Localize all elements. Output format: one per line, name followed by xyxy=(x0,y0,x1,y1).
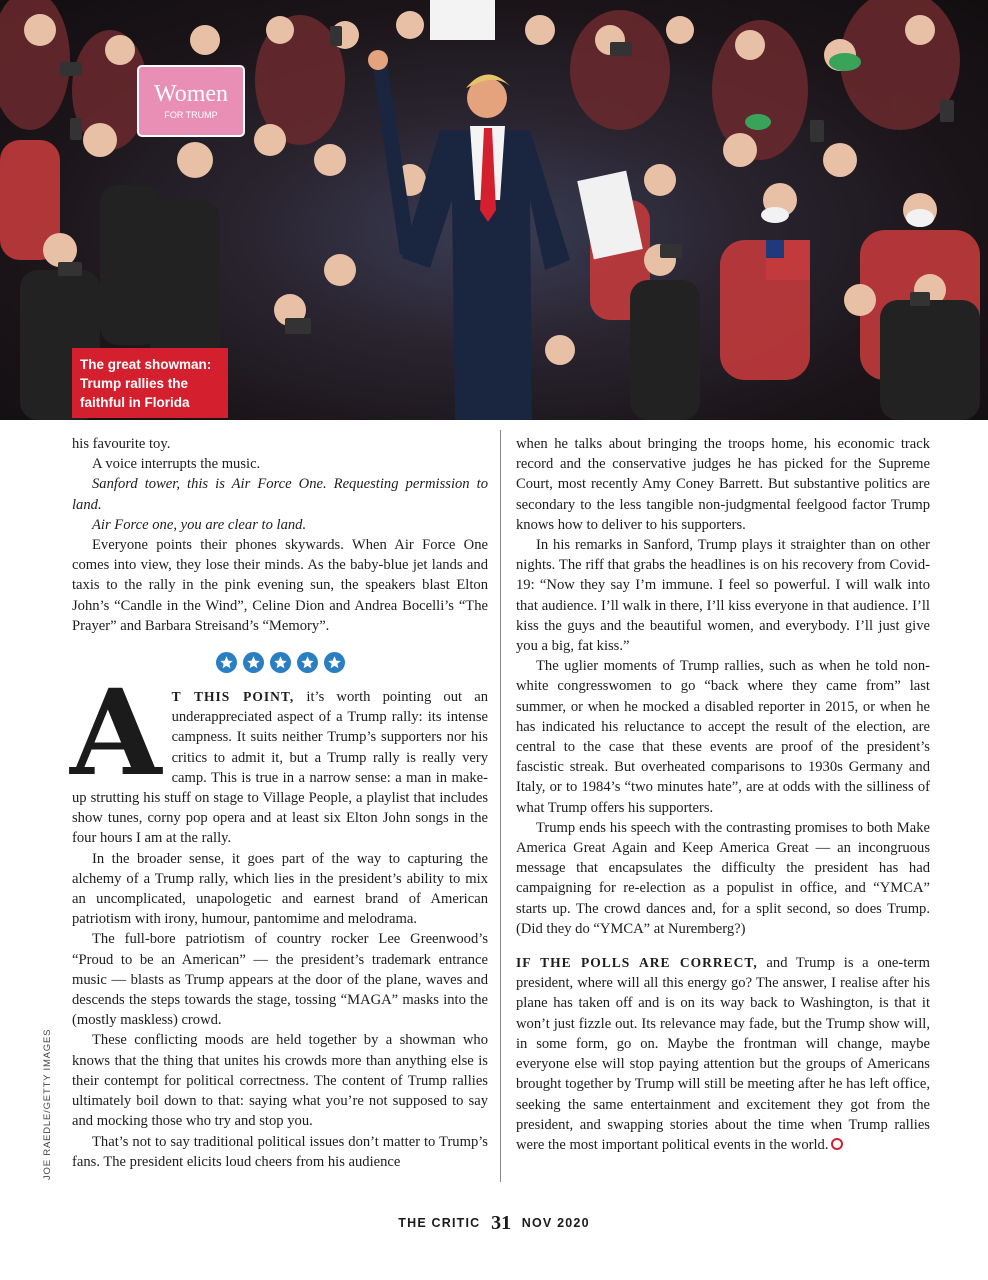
lead-in: IF THE POLLS ARE CORRECT, xyxy=(516,955,758,971)
sign-text-for-trump: FOR TRUMP xyxy=(164,110,218,120)
paragraph: In his remarks in Sanford, Trump plays it straighter than on other nights. The riff that grabs the headlines is on his recovery from Covid-19: “Now they say I’m immune. I feel so powerful. I will walk into that audience. I’ll walk in there, I’ll kiss everyone in that audience. I’ll kiss the guys and the beautiful women, and everybody. I’ll just give you a big, fat kiss.” xyxy=(516,537,930,655)
trump-figure xyxy=(368,50,570,420)
star-icon xyxy=(297,652,318,673)
sign-text-women: Women xyxy=(153,81,229,107)
hero-photo xyxy=(0,0,988,420)
drop-cap: A xyxy=(70,663,162,803)
paragraph: when he talks about bringing the troops home, his economic track record and the conservative judges he has picked for the Supreme Court, most recently Amy Coney Barrett. But substantive politics are secondary to the less tangible non-judgmental feelgood factor Trump knows how to deliver to his supporters. xyxy=(516,436,930,533)
dropcap-paragraph xyxy=(70,663,488,849)
paragraph: These conflicting moods are held together by a showman who knows that the thing that unites his crowds more than anything else is their contempt for political correctness. The content of Trump rallies ultimately boil down to that: saying what you’re not supposed to say and mocking those who try and stop you. xyxy=(72,1032,488,1130)
column-divider xyxy=(500,430,501,1182)
paragraph: his favourite toy. xyxy=(72,436,171,452)
lead-in: T THIS POINT, xyxy=(171,689,295,705)
section-paragraph xyxy=(516,953,930,1155)
paragraph: Air Force one, you are clear to land. xyxy=(92,516,307,533)
paragraph-text: it’s worth pointing out an underappreciated aspect of a Trump rally: its intense campness. It suits neither Trump’s supporters nor his critics to admit it, but a Trump rally is really very camp. This is true in a narrow sense: a man in make-up strutting his stuff on stage to Village People, a playlist that includes show tunes, corny pop opera and at least six Elton John songs in the four hours I am at the rally. xyxy=(72,689,488,847)
paragraph: A voice interrupts the music. xyxy=(92,456,261,473)
paragraph: The uglier moments of Trump rallies, such as when he told non-white congresswomen to go “back where they came from” last summer, or when he mocked a disabled reporter in 2015, or when he has indicated his reluctance to accept the result of the election, are central to the case that these events are proof of the president’s fascistic streak. But overheated comparisons to 1930s Germany and Italy, or to 1984’s “two minutes hate”, are at odds with the silliness of what Trump offers his supporters. xyxy=(516,658,930,816)
star-icon xyxy=(243,652,264,673)
paragraph: Trump ends his speech with the contrasting promises to both Make America Great Again and Keep America Great — an incongruous message that encapsulates the difficulty the president has had campaigning for re-election as a populist in office, and “YMCA” starts up. The crowd dances and, for a split second, so does Trump. (Did they do “YMCA” at Nuremberg?) xyxy=(516,819,930,937)
magazine-name: THE CRITIC xyxy=(398,1216,481,1230)
critic-endmark-icon xyxy=(831,1138,843,1150)
paragraph-text: and Trump is a one-term president, where will all this energy go? The answer, I realise after his plane has taken off and is on its way back to Washington, is that it won’t just fizzle out. Its relevance may fade, but the Trump show will, in some form, go on. Maybe the frontman will change, maybe everyone else will stop paying attention but the groups of Americans brought together by Trump will still be meeting after he has left office, seeking the same entertainment and excitement they got from the president, and swapping stories about the time when Trump rallies were the most important political events in the world. xyxy=(516,955,930,1153)
paragraph: Sanford tower, this is Air Force One. Requesting permission to land. xyxy=(72,476,488,513)
star-icon xyxy=(270,652,291,673)
paragraph: Everyone points their phones skywards. When Air Force One comes into view, they lose their minds. As the baby-blue jet lands and taxis to the rally in the pink evening sun, the speakers blast Elton John’s “Candle in the Wind”, Celine Dion and Andrea Bocelli’s “The Prayer” and Barbara Streisand’s “Memory”. xyxy=(72,537,488,634)
left-column xyxy=(72,434,488,1172)
photo-credit: JOE RAEDLE/GETTY IMAGES xyxy=(42,1028,53,1180)
paragraph: That’s not to say traditional political issues don’t matter to Trump’s fans. The president elicits loud cheers from his audience xyxy=(72,1133,488,1170)
issue-date: NOV 2020 xyxy=(521,1216,590,1230)
page-footer xyxy=(0,1212,988,1235)
photo-caption: The great showman: Trump rallies the faithful in Florida xyxy=(72,348,228,418)
star-icon xyxy=(216,652,237,673)
paragraph: In the broader sense, it goes part of the way to capturing the alchemy of a Trump rally, which lies in the president’s ability to mix an uncomplicated, unapologetic and earnest brand of American patriotism with irony, humour, pantomime and melodrama. xyxy=(72,850,488,928)
page-number: 31 xyxy=(491,1212,512,1234)
star-icon xyxy=(324,652,345,673)
right-column xyxy=(516,434,930,1155)
paragraph: The full-bore patriotism of country rocker Lee Greenwood’s “Proud to be an American” — the president’s trademark entrance music — blasts as Trump appears at the door of the plane, waves and descends the steps towards the stage, tossing “MAGA” masks into the (mostly maskless) crowd. xyxy=(72,931,488,1029)
